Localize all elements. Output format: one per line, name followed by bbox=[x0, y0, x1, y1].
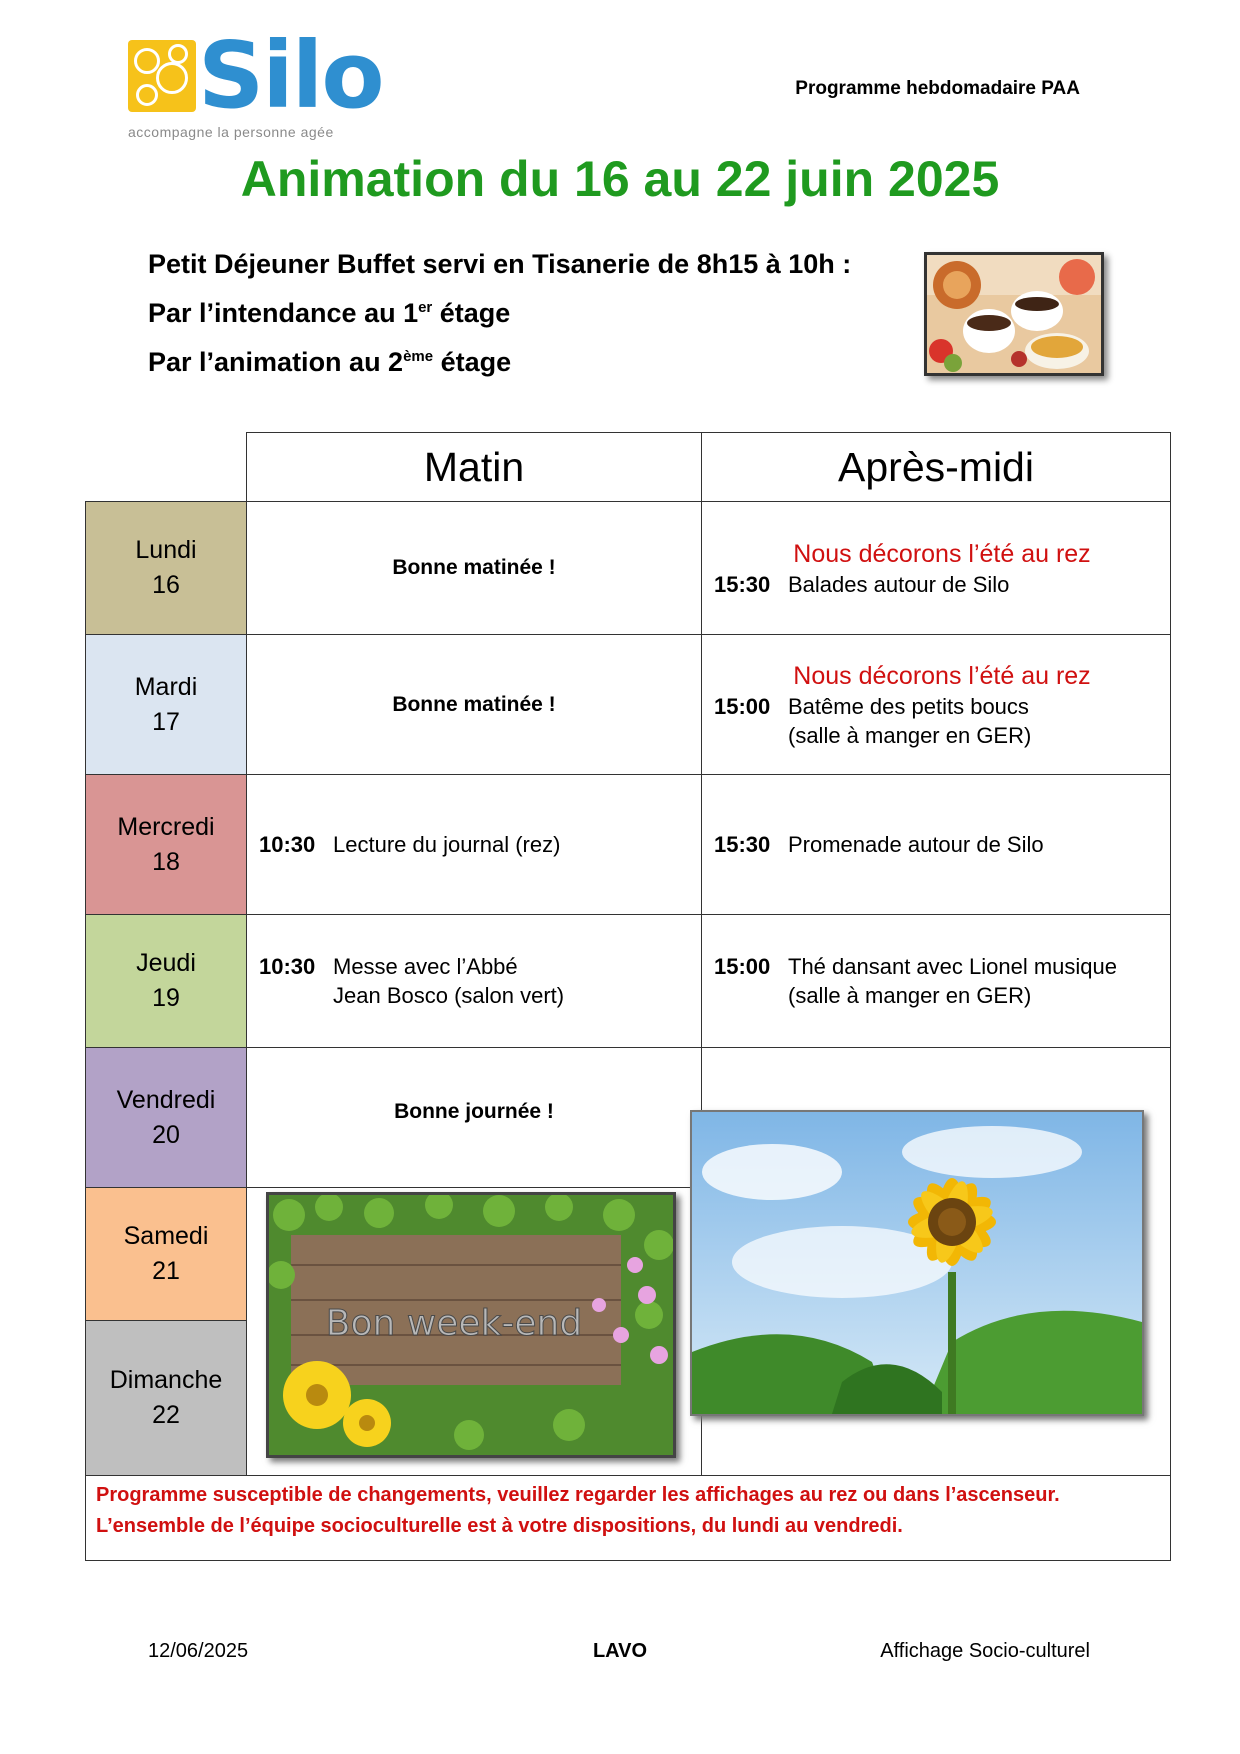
morning-cell: Bonne matinée ! bbox=[247, 635, 702, 775]
logo-circles-icon bbox=[128, 40, 196, 112]
morning-cell: 10:30 Lecture du journal (rez) bbox=[247, 775, 702, 915]
footer-author: LAVO bbox=[592, 1640, 648, 1662]
day-cell: Lundi 16 bbox=[86, 502, 247, 635]
day-cell: Dimanche 22 bbox=[86, 1321, 247, 1476]
afternoon-cell: Nous décorons l’été au rez 15:00 Batême des petits boucs (salle à manger en GER) bbox=[702, 635, 1171, 775]
page-title: Animation du 16 au 22 juin 2025 bbox=[240, 151, 1000, 207]
breakfast-line-2: Par l’intendance au 1er étage bbox=[148, 298, 511, 328]
day-cell: Vendredi 20 bbox=[86, 1048, 247, 1188]
day-cell: Samedi 21 bbox=[86, 1188, 247, 1321]
sunflower-picture bbox=[690, 1110, 1144, 1416]
logo-tagline: accompagne la personne agée bbox=[128, 124, 334, 140]
activity-highlight: Nous décorons l’été au rez bbox=[793, 661, 1091, 690]
morning-cell: 10:30 Messe avec l’Abbé Jean Bosco (salon vert) bbox=[247, 915, 702, 1048]
breakfast-info bbox=[148, 242, 851, 384]
weekend-sign-text: Bon week-end bbox=[325, 1303, 583, 1344]
footer-date: 12/06/2025 bbox=[148, 1640, 249, 1662]
day-cell: Mardi 17 bbox=[86, 635, 247, 775]
program-label: Programme hebdomadaire PAA bbox=[795, 78, 1080, 99]
afternoon-cell: Nous décorons l’été au rez 15:30 Balades autour de Silo bbox=[702, 502, 1171, 635]
breakfast-photo bbox=[924, 252, 1104, 376]
day-cell: Mercredi 18 bbox=[86, 775, 247, 915]
column-header-morning: Matin bbox=[247, 433, 702, 502]
breakfast-line-1: Petit Déjeuner Buffet servi en Tisanerie de 8h15 à 10h : bbox=[148, 249, 852, 279]
footer-category: Affichage Socio-culturel bbox=[880, 1640, 1090, 1662]
morning-cell: Bonne journée ! bbox=[247, 1048, 702, 1188]
table-corner bbox=[86, 433, 247, 502]
afternoon-cell: 15:00 Thé dansant avec Lionel musique (salle à manger en GER) bbox=[702, 915, 1171, 1048]
morning-cell: Bonne matinée ! bbox=[247, 502, 702, 635]
breakfast-line-3: Par l’animation au 2ème étage bbox=[148, 347, 512, 377]
schedule-note: Programme susceptible de changements, veuillez regarder les affichages au rez ou dans l’ascenseur. L’ensemble de l’équipe socioculturelle est à votre dispositions, du lundi au vendredi. bbox=[86, 1476, 1171, 1561]
activity-highlight: Nous décorons l’été au rez bbox=[793, 539, 1091, 568]
column-header-afternoon: Après-midi bbox=[702, 433, 1171, 502]
weekend-picture bbox=[266, 1192, 676, 1458]
logo-wordmark: Silo bbox=[198, 22, 383, 129]
silo-logo bbox=[128, 22, 388, 146]
afternoon-cell: 15:30 Promenade autour de Silo bbox=[702, 775, 1171, 915]
day-cell: Jeudi 19 bbox=[86, 915, 247, 1048]
